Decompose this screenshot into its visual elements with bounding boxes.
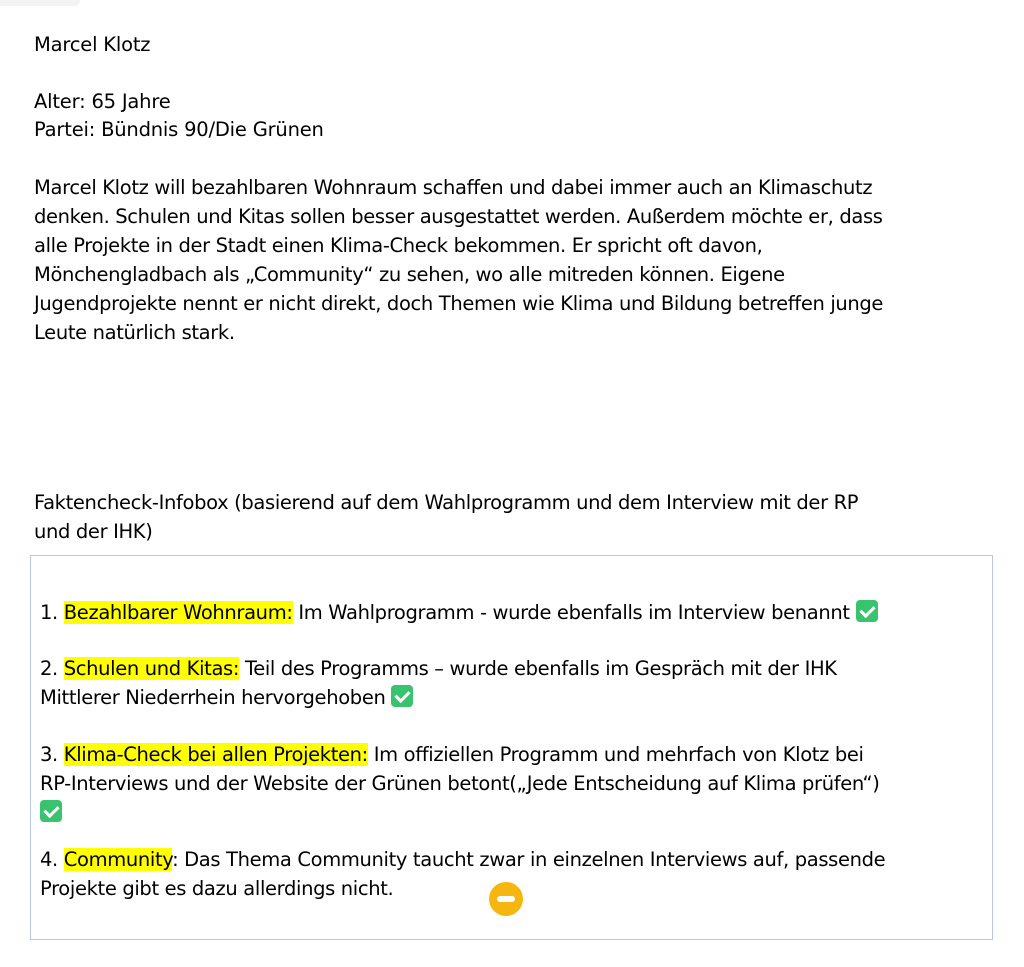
check-icon	[856, 600, 878, 622]
factcheck-item-line	[40, 798, 990, 827]
top-edge-decoration	[0, 0, 80, 6]
item-text: Mittlerer Niederrhein hervorgehoben	[40, 686, 392, 709]
candidate-meta	[34, 88, 324, 144]
item-text: Im offiziellen Programm und mehrfach von Klotz bei	[367, 743, 864, 766]
factcheck-title	[34, 488, 994, 546]
candidate-name: Marcel Klotz	[34, 33, 151, 56]
item-topic-highlight: Schulen und Kitas:	[63, 657, 240, 680]
bio-line: alle Projekte in der Stadt einen Klima-Check bekommen. Er spricht oft davon,	[34, 234, 763, 257]
factcheck-item-line	[40, 654, 990, 683]
item-topic-highlight: Community	[63, 848, 173, 871]
item-text: RP-Interviews und der Website der Grünen betont(„Jede Entscheidung auf Klima prüfen“)	[40, 772, 880, 795]
bio-line: Jugendprojekte nennt er nicht direkt, doch Themen wie Klima und Bildung betreffen junge	[34, 292, 884, 315]
factcheck-item-line	[40, 740, 990, 769]
item-number: 1.	[40, 601, 64, 624]
candidate-age: Alter: 65 Jahre	[34, 90, 171, 113]
item-number: 2.	[40, 657, 64, 680]
factcheck-item-line	[40, 683, 990, 712]
factcheck-item-housing	[40, 598, 990, 627]
bio-line: Mönchengladbach als „Community“ zu sehen, wo alle mitreden können. Eigene	[34, 263, 785, 286]
minus-circle-icon	[489, 882, 523, 916]
check-icon	[40, 800, 62, 822]
factcheck-item-line	[40, 598, 990, 627]
bio-line: Leute natürlich stark.	[34, 321, 235, 344]
item-topic-highlight: Klima-Check bei allen Projekten:	[63, 743, 368, 766]
item-number: 4.	[40, 848, 64, 871]
item-text: Projekte gibt es dazu allerdings nicht.	[40, 877, 394, 900]
item-text: Teil des Programms – wurde ebenfalls im Gespräch mit der IHK	[239, 657, 837, 680]
candidate-bio	[34, 173, 994, 347]
factcheck-item-schools	[40, 654, 990, 712]
factcheck-title-line: Faktencheck-Infobox (basierend auf dem Wahlprogramm und dem Interview mit der RP	[34, 491, 859, 514]
factcheck-item-line	[40, 769, 990, 798]
item-number: 3.	[40, 743, 64, 766]
bio-line: denken. Schulen und Kitas sollen besser ausgestattet werden. Außerdem möchte er, dass	[34, 205, 883, 228]
factcheck-title-line: und der IHK)	[34, 520, 153, 543]
item-text: Im Wahlprogramm - wurde ebenfalls im Interview benannt	[292, 601, 856, 624]
candidate-party: Partei: Bündnis 90/Die Grünen	[34, 118, 324, 141]
item-text: : Das Thema Community taucht zwar in einzelnen Interviews auf, passende	[172, 848, 886, 871]
factcheck-item-line	[40, 845, 990, 874]
bio-line: Marcel Klotz will bezahlbaren Wohnraum schaffen und dabei immer auch an Klimaschutz	[34, 176, 873, 199]
item-topic-highlight: Bezahlbarer Wohnraum:	[63, 601, 293, 624]
factcheck-infobox	[30, 555, 993, 940]
factcheck-item-climate-check	[40, 740, 990, 827]
check-icon	[391, 685, 413, 707]
